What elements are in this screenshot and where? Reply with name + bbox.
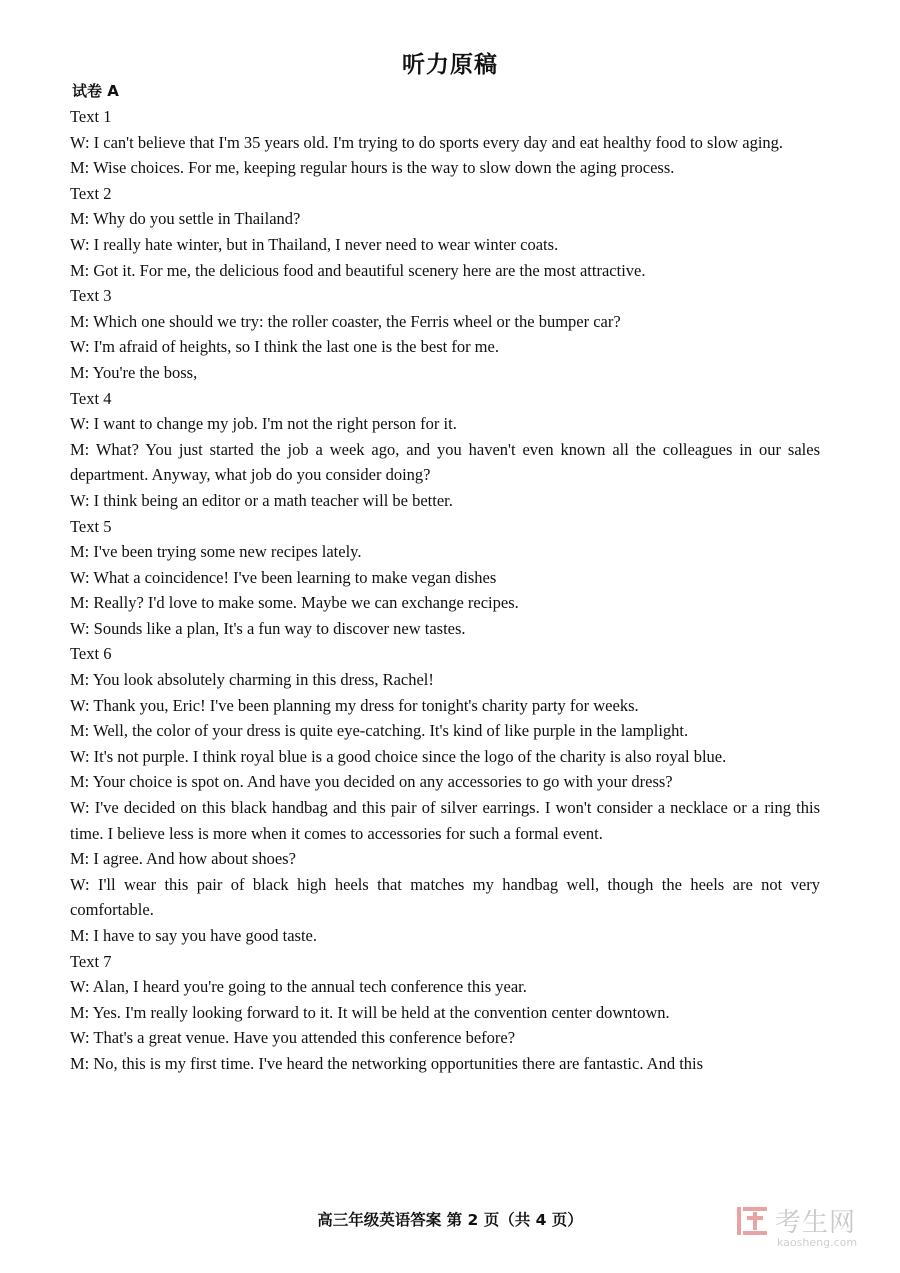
dialog-line: M: Your choice is spot on. And have you decided on any accessories to go with your dress?: [70, 772, 673, 792]
dialog-line: M: What? You just started the job a week ago, and you haven't even known all the colleagues in our sales department. Anyway, what job do you consider doing?: [70, 439, 820, 485]
dialog-line: W: I can't believe that I'm 35 years old. I'm trying to do sports every day and eat healthy food to slow aging.: [70, 132, 784, 152]
section-label: Text 4: [70, 388, 112, 408]
watermark-logo-icon: [735, 1204, 769, 1238]
dialog-line: M: Got it. For me, the delicious food and beautiful scenery here are the most attractive.: [70, 260, 646, 280]
section-label: Text 6: [70, 644, 112, 664]
dialog-line: M: Yes. I'm really looking forward to it. It will be held at the convention center downtown.: [70, 1002, 670, 1022]
section-label: Text 1: [70, 107, 112, 126]
dialog-line: W: Sounds like a plan, It's a fun way to discover new tastes.: [70, 618, 466, 638]
page-title: 听力原稿: [402, 52, 498, 78]
section-label: Text 2: [70, 183, 112, 203]
dialog-line: W: That's a great venue. Have you attended this conference before?: [70, 1028, 516, 1048]
dialog-line: M: Which one should we try: the roller coaster, the Ferris wheel or the bumper car?: [70, 311, 621, 331]
dialog-line: M: Wise choices. For me, keeping regular hours is the way to slow down the aging process.: [70, 158, 675, 178]
dialog-line: W: I'll wear this pair of black high heels that matches my handbag well, though the heels are not very comfortable.: [70, 874, 820, 920]
section-label: Text 5: [70, 516, 112, 536]
page-footer: 高三年级英语答案 第 2 页（共 4 页）: [317, 1211, 583, 1229]
dialog-line: M: I agree. And how about shoes?: [70, 849, 296, 869]
dialog-line: W: What a coincidence! I've been learning to make vegan dishes: [70, 567, 497, 587]
dialog-line: M: You're the boss,: [70, 362, 198, 382]
dialog-line: W: It's not purple. I think royal blue is a good choice since the logo of the charity is also royal blue.: [70, 746, 727, 766]
paper-version-label: 试卷 A: [72, 82, 119, 100]
dialog-line: M: No, this is my first time. I've heard the networking opportunities there are fantastic. And this: [70, 1053, 704, 1073]
dialog-line: M: You look absolutely charming in this dress, Rachel!: [70, 670, 434, 690]
dialog-line: W: Alan, I heard you're going to the annual tech conference this year.: [70, 977, 527, 997]
dialog-line: M: I've been trying some new recipes lately.: [70, 542, 362, 562]
dialog-line: W: I really hate winter, but in Thailand, I never need to wear winter coats.: [70, 234, 559, 254]
dialog-line: W: I think being an editor or a math teacher will be better.: [70, 490, 453, 510]
dialog-line: M: Really? I'd love to make some. Maybe we can exchange recipes.: [70, 593, 519, 613]
watermark: [735, 1200, 885, 1260]
dialog-line: W: I'm afraid of heights, so I think the last one is the best for me.: [70, 337, 499, 357]
dialog-line: M: Well, the color of your dress is quite eye-catching. It's kind of like purple in the lamplight.: [70, 721, 689, 741]
dialog-line: M: I have to say you have good taste.: [70, 926, 317, 945]
dialog-line: W: I've decided on this black handbag and this pair of silver earrings. I won't consider a necklace or a ring this time. I believe less is more when it comes to accessories for such a formal event.: [70, 798, 820, 843]
section-label: Text 3: [70, 286, 112, 306]
dialog-line: W: I want to change my job. I'm not the right person for it.: [70, 414, 457, 434]
watermark-text: 考生网: [775, 1208, 857, 1238]
section-label: Text 7: [70, 951, 112, 971]
dialog-line: W: Thank you, Eric! I've been planning my dress for tonight's charity party for weeks.: [70, 695, 639, 715]
listening-transcript: [70, 104, 820, 1077]
watermark-url: kaosheng.com: [777, 1236, 858, 1249]
dialog-line: M: Why do you settle in Thailand?: [70, 209, 301, 229]
